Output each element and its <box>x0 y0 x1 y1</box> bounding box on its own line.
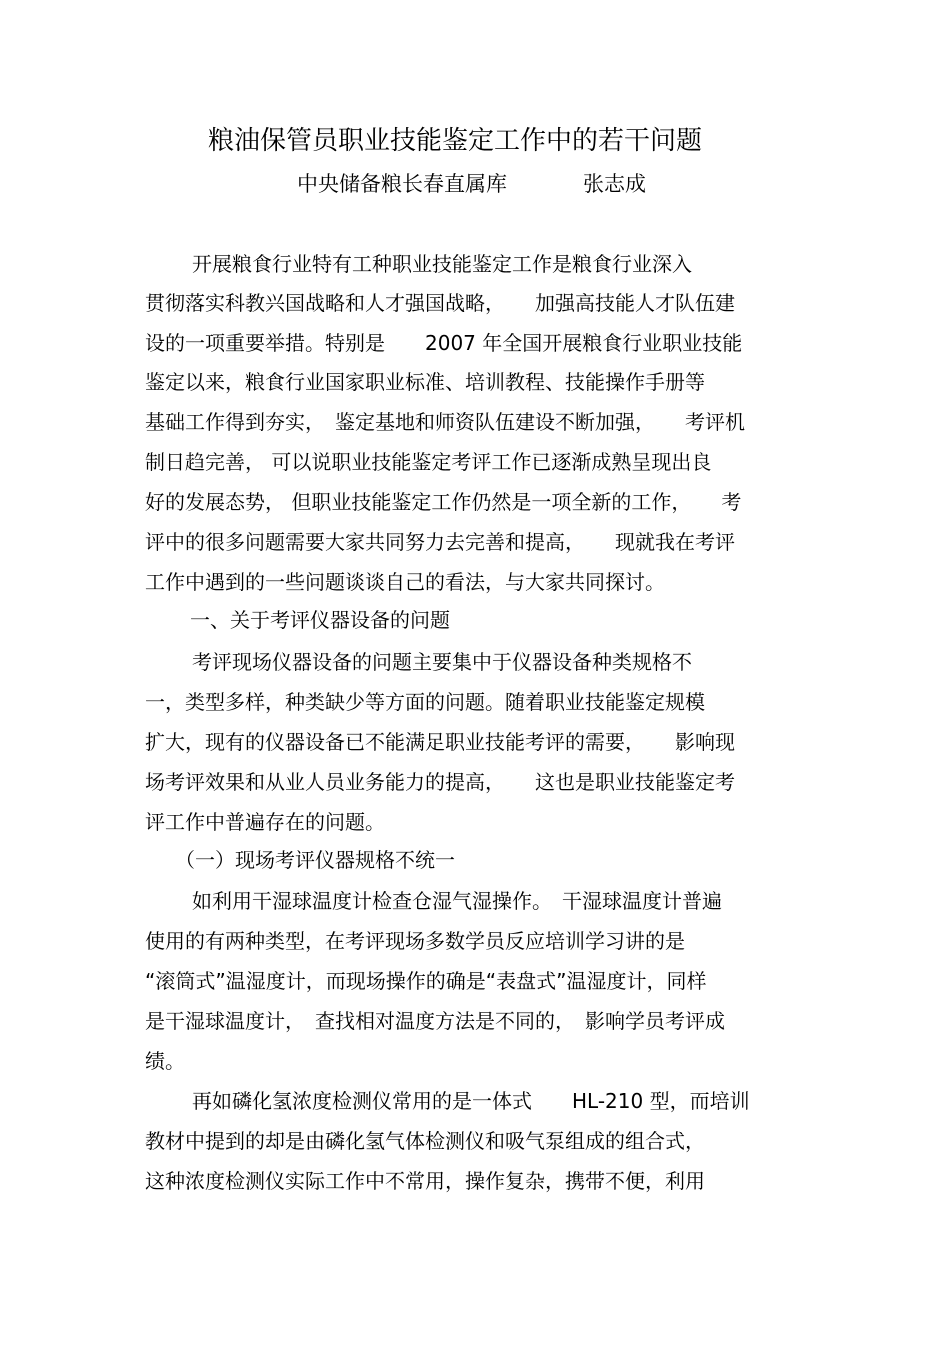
paragraph-3-line-3: “滚筒式”温湿度计，而现场操作的确是“表盘式”温湿度计，同样 <box>145 969 707 993</box>
paragraph-1-line-1: 开展粮食行业特有工种职业技能鉴定工作是粮食行业深入 <box>192 252 692 276</box>
paragraph-1-line-5: 基础工作得到夯实， 鉴定基地和师资队伍建设不断加强， 考评机 <box>145 410 745 434</box>
paragraph-1-line-9: 工作中遇到的一些问题谈谈自己的看法，与大家共同探讨。 <box>145 570 665 594</box>
paragraph-4-line-1: 再如磷化氢浓度检测仪常用的是一体式 HL-210 型，而培训 <box>192 1089 750 1113</box>
paragraph-1-line-4: 鉴定以来，粮食行业国家职业标准、培训教程、技能操作手册等 <box>145 370 705 394</box>
subsection-heading-1: （一）现场考评仪器规格不统一 <box>175 848 455 872</box>
paragraph-2-line-3: 扩大，现有的仪器设备已不能满足职业技能考评的需要， 影响现 <box>145 730 735 754</box>
paragraph-1-line-6: 制日趋完善， 可以说职业技能鉴定考评工作已逐渐成熟呈现出良 <box>145 450 712 474</box>
paragraph-1-line-8: 评中的很多问题需要大家共同努力去完善和提高， 现就我在考评 <box>145 530 735 554</box>
paragraph-2-line-2: 一，类型多样，种类缺少等方面的问题。随着职业技能鉴定规模 <box>145 690 705 714</box>
paragraph-1-line-3: 设的一项重要举措。特别是 2007 年全国开展粮食行业职业技能 <box>145 331 743 355</box>
document-title: 粮油保管员职业技能鉴定工作中的若干问题 <box>207 126 702 156</box>
paragraph-1-line-7: 好的发展态势， 但职业技能鉴定工作仍然是一项全新的工作， 考 <box>145 490 742 514</box>
paragraph-2-line-5: 评工作中普遍存在的问题。 <box>145 810 385 834</box>
paragraph-2-line-4: 场考评效果和从业人员业务能力的提高， 这也是职业技能鉴定考 <box>145 770 735 794</box>
author-organization: 中央储备粮长春直属库 <box>297 172 507 196</box>
paragraph-3-line-5: 绩。 <box>145 1049 185 1073</box>
paragraph-3-line-2: 使用的有两种类型，在考评现场多数学员反应培训学习讲的是 <box>145 929 685 953</box>
paragraph-4-line-3: 这种浓度检测仪实际工作中不常用，操作复杂，携带不便，利用 <box>145 1169 705 1193</box>
paragraph-1-line-2: 贯彻落实科教兴国战略和人才强国战略， 加强高技能人才队伍建 <box>145 291 735 315</box>
paragraph-3-line-1: 如利用干湿球温度计检查仓湿气湿操作。 干湿球温度计普遍 <box>192 889 722 913</box>
author-name: 张志成 <box>583 172 646 196</box>
paragraph-2-line-1: 考评现场仪器设备的问题主要集中于仪器设备种类规格不 <box>192 650 692 674</box>
paragraph-3-line-4: 是干湿球温度计， 查找相对温度方法是不同的， 影响学员考评成 <box>145 1009 725 1033</box>
section-heading-1: 一、关于考评仪器设备的问题 <box>190 608 450 632</box>
paragraph-4-line-2: 教材中提到的却是由磷化氢气体检测仪和吸气泵组成的组合式， <box>145 1129 705 1153</box>
